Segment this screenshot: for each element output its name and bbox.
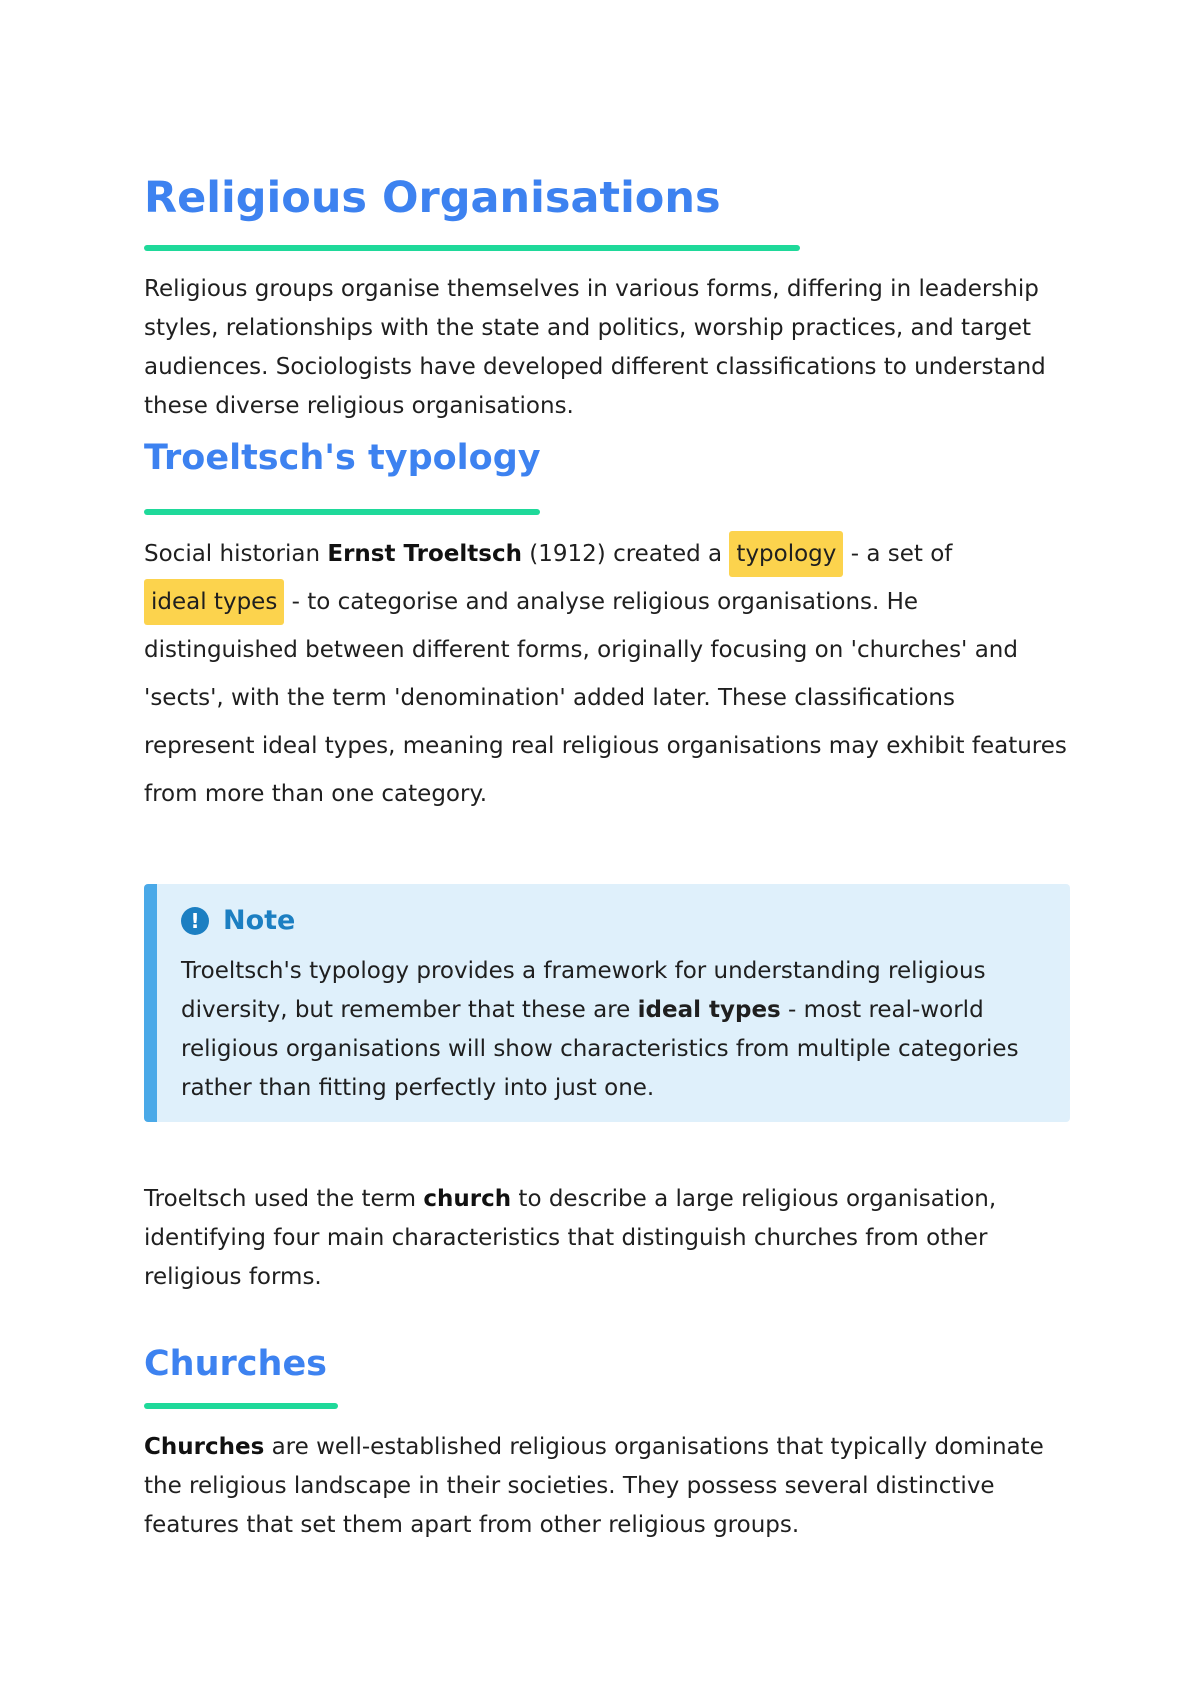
note-ideal-types: ideal types: [637, 997, 781, 1023]
churches-text: are well-established religious organisations that typically dominate the religious landscape in their societies. They possess several distinctive features that set them apart from other religious groups.: [144, 1434, 1044, 1538]
note-text-2: - most real-world religious organisations will show characteristics from multiple categories rather than fitting perfectly into just one.: [181, 997, 1019, 1101]
exclamation-icon: !: [181, 907, 209, 935]
section-heading-churches: Churches: [144, 1344, 328, 1384]
section-heading-typology-underline: [144, 509, 540, 515]
churches-term: Churches: [144, 1434, 265, 1460]
note-header: [181, 904, 295, 938]
highlight-ideal-types: ideal types: [144, 579, 284, 625]
typology-text-2: (1912) created a: [521, 541, 730, 567]
note-body: [181, 952, 1056, 1108]
note-title: Note: [223, 905, 296, 936]
highlight-typology: typology: [729, 531, 843, 577]
church-term-text-2: to describe a large religious organisation, identifying four main characteristics that distinguish churches from other religious forms.: [144, 1186, 997, 1290]
church-term-paragraph: [144, 1180, 1070, 1297]
troeltsch-name: Ernst Troeltsch: [327, 541, 522, 567]
typology-text-1: Social historian: [144, 541, 328, 567]
section-heading-churches-underline: [144, 1403, 338, 1409]
section-heading-typology: Troeltsch's typology: [144, 438, 541, 478]
typology-text-3: - a set of: [843, 541, 953, 567]
churches-paragraph: [144, 1428, 1070, 1545]
church-term-text-1: Troeltsch used the term: [144, 1186, 424, 1212]
church-term: church: [423, 1186, 512, 1212]
intro-paragraph: Religious groups organise themselves in various forms, differing in leadership styles, relationships with the state and politics, worship practices, and target audiences. Sociologists have developed different classifications to understand these diverse religious organisations.: [144, 276, 1046, 419]
note-text-1: Troeltsch's typology provides a framework for understanding religious diversity, but remember that these are: [181, 958, 986, 1023]
typology-text-4: - to categorise and analyse religious organisations. He distinguished between different forms, originally focusing on 'churches' and 'sects', with the term 'denomination' added later. These classifications represent ideal types, meaning real religious organisations may exhibit features from more than one category.: [144, 589, 1067, 807]
typology-paragraph: [144, 530, 1070, 818]
title-underline: [144, 245, 800, 251]
note-callout: [144, 884, 1070, 1122]
page-title: Religious Organisations: [144, 173, 721, 223]
